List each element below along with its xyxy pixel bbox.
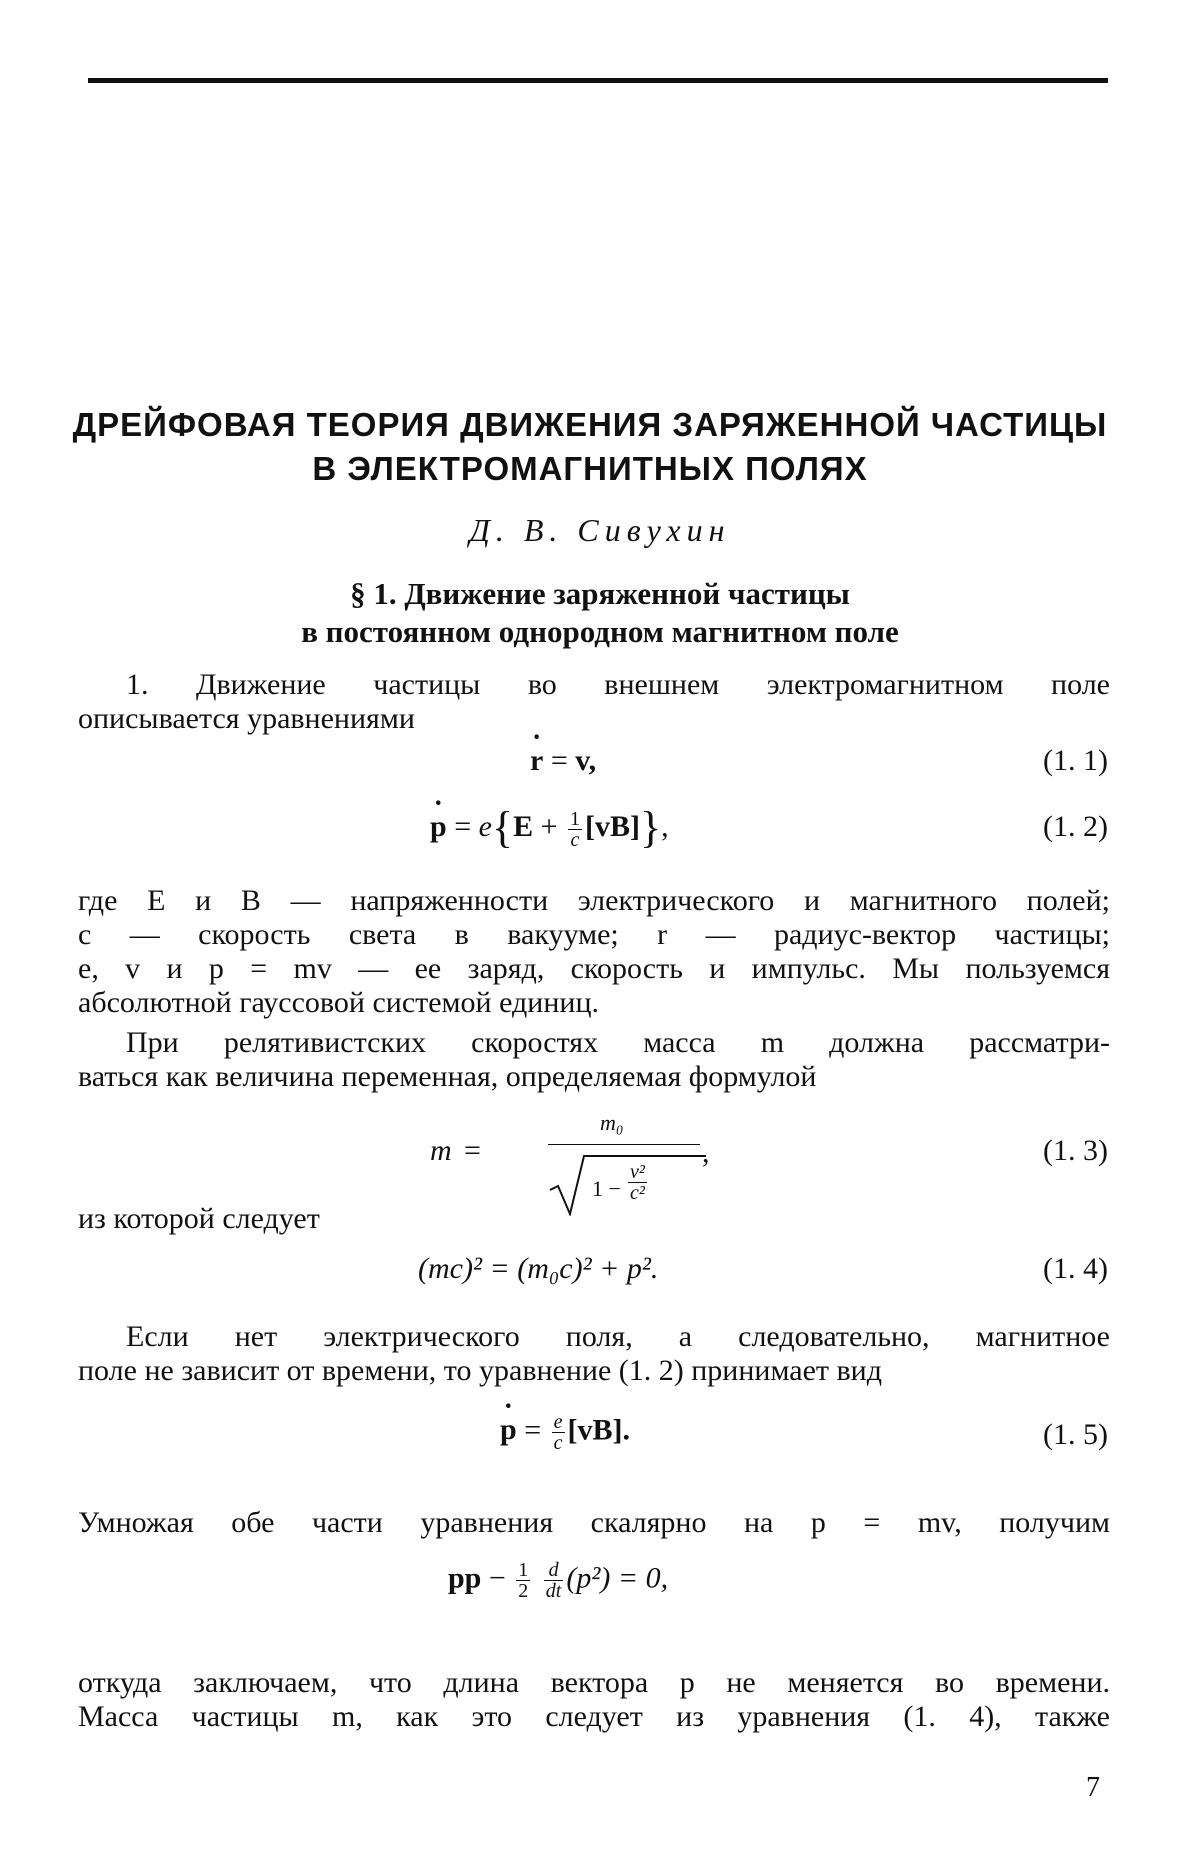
paragraph-2-line-4: абсолютной гауссовой системой единиц.: [78, 986, 600, 1019]
equation-1-1: · r = v,: [530, 746, 596, 776]
title-line-1: ДРЕЙФОВАЯ ТЕОРИЯ ДВИЖЕНИЯ ЗАРЯЖЕННОЙ ЧАСТИЦЫ: [72, 406, 1108, 443]
top-rule: [88, 78, 1108, 83]
equation-unnumbered: pp − $\frac{1}{2}$ $\frac{d}{dt}$ (p²) = 0,: [448, 1559, 669, 1602]
paragraph-6: Умножая обе части уравнения скалярно на p = mv, получим: [78, 1506, 1110, 1539]
equation-number-1-4: (1. 4): [1043, 1252, 1108, 1285]
equation-1-3: m = m₀ 1 − $\frac{\text{v²}}{\text{c²}}$ ,: [430, 1108, 730, 1218]
paragraph-1-line-2: описывается уравнениями: [78, 702, 415, 735]
equation-number-1-5: (1. 5): [1043, 1418, 1108, 1451]
paragraph-4: из которой следует: [78, 1202, 320, 1235]
page-number: 7: [1086, 1772, 1100, 1803]
paragraph-3-line-2: ваться как величина переменная, определяемая формулой: [78, 1060, 817, 1093]
section-heading-line-1: § 1. Движение заряженной частицы: [350, 576, 850, 611]
paragraph-3-line-1: При релятивистских скоростях масса m должна рассматри-: [126, 1026, 1110, 1059]
paragraph-7-line-2: Масса частицы m, как это следует из уравнения (1. 4), также: [78, 1700, 1110, 1733]
section-heading-line-2: в постоянном однородном магнитном поле: [301, 614, 899, 649]
paragraph-2-line-2: c — скорость света в вакууме; r — радиус-вектор частицы;: [78, 918, 1110, 951]
equation-1-4: (mc)² = (m₀c)² + p².: [418, 1252, 659, 1285]
paragraph-5-line-1: Если нет электрического поля, а следовательно, магнитное: [126, 1320, 1110, 1353]
paragraph-7-line-1: откуда заключаем, что длина вектора p не меняется во времени.: [78, 1666, 1110, 1699]
author: Д. В. Сивухин: [469, 512, 731, 548]
paragraph-2-line-1: где E и B — напряженности электрического и магнитного полей;: [78, 884, 1110, 917]
equation-number-1-3: (1. 3): [1043, 1134, 1108, 1167]
equation-1-5: · p = $\frac{e}{c}$ [vB].: [500, 1412, 630, 1453]
paragraph-5-line-2: поле не зависит от времени, то уравнение (1. 2) принимает вид: [78, 1354, 882, 1387]
equation-number-1-1: (1. 1): [1043, 744, 1108, 777]
equation-1-2: · p = e{E + $\frac{1}{c}$ [vB]},: [430, 806, 669, 850]
paragraph-1-line-1: 1. Движение частицы во внешнем электромагнитном поле: [126, 668, 1110, 701]
equation-number-1-2: (1. 2): [1043, 810, 1108, 843]
paragraph-2-line-3: e, v и p = mv — ее заряд, скорость и импульс. Мы пользуемся: [78, 952, 1110, 985]
title-line-2: В ЭЛЕКТРОМАГНИТНЫХ ПОЛЯХ: [312, 450, 868, 487]
